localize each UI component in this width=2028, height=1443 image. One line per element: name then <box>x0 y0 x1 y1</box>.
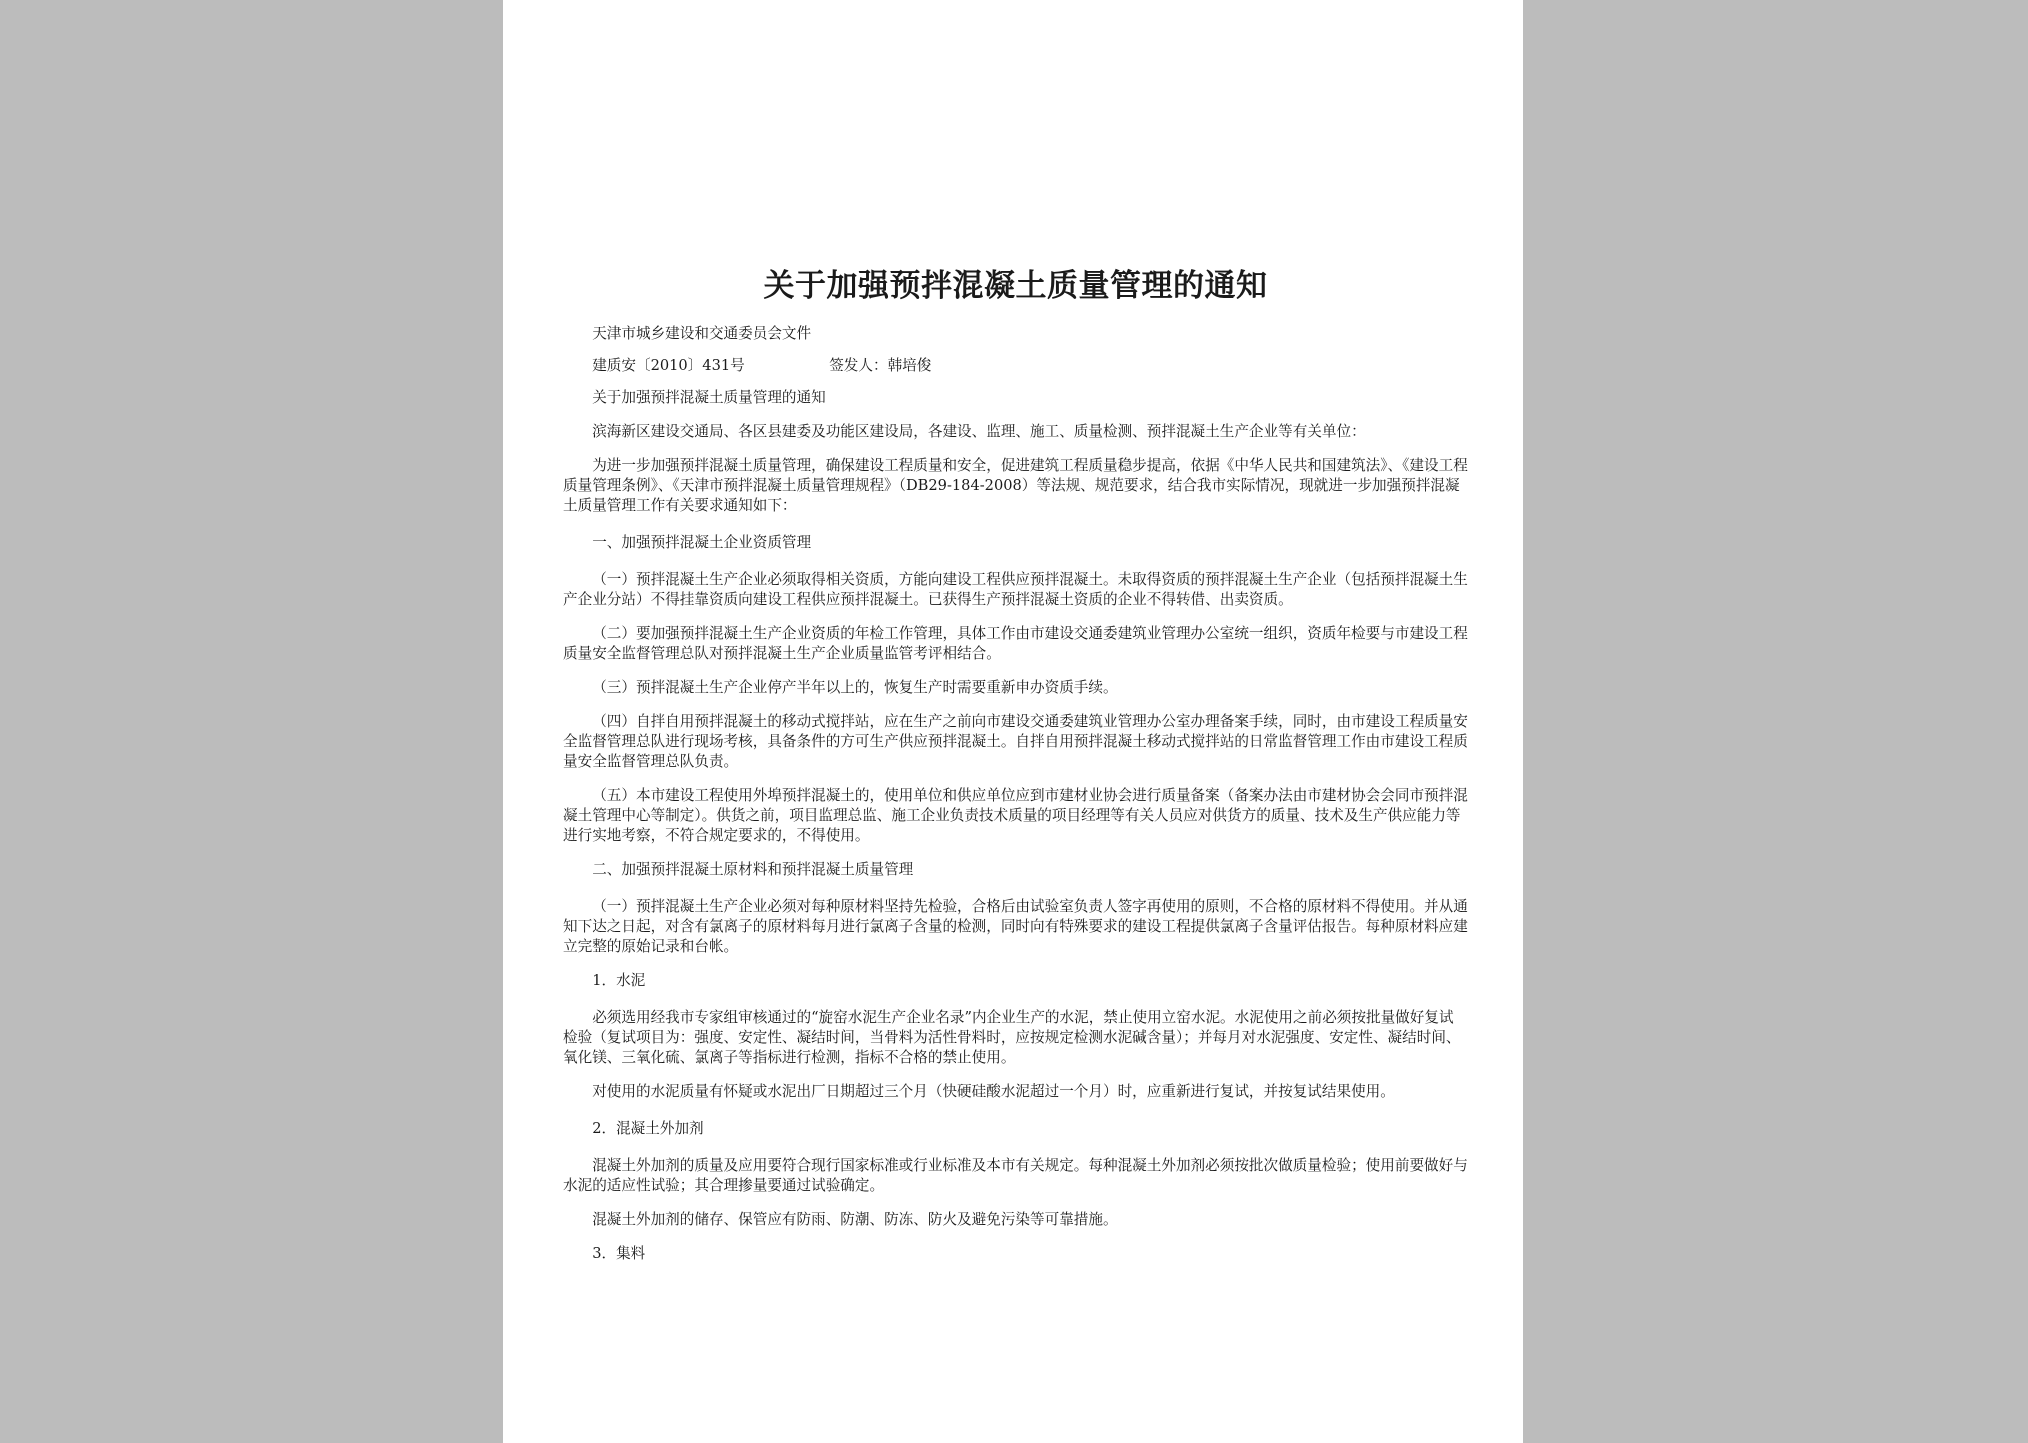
section-2-heading: 二、加强预拌混凝土原材料和预拌混凝土质量管理 <box>592 861 914 878</box>
cement-paragraph-2: 对使用的水泥质量有怀疑或水泥出厂日期超过三个月（快硬硅酸水泥超过一个月）时，应重新进行复试，并按复试结果使用。 <box>592 1083 1395 1100</box>
section-1-item-5: （五）本市建设工程使用外埠预拌混凝土的，使用单位和供应单位应到市建材业协会进行质量备案（备案办法由市建材协会会同市预拌混凝土管理中心等制定）。供货之前，项目监理总监、施工企业负责技术质量的项目经理等有关人员应对供货方的质量、技术及生产供应能力等进行实地考察，不符合规定要求的，不得使用。 <box>563 787 1468 844</box>
admixture-heading: 2．混凝土外加剂 <box>592 1120 704 1137</box>
document-body <box>563 262 1468 1264</box>
section-1-item-2: （二）要加强预拌混凝土生产企业资质的年检工作管理，具体工作由市建设交通委建筑业管理办公室统一组织，资质年检要与市建设工程质量安全监督管理总队对预拌混凝土生产企业质量监管考评相结合。 <box>563 625 1468 662</box>
admixture-paragraph-2: 混凝土外加剂的储存、保管应有防雨、防潮、防冻、防火及避免污染等可靠措施。 <box>592 1211 1118 1228</box>
section-1-item-1: （一）预拌混凝土生产企业必须取得相关资质，方能向建设工程供应预拌混凝土。未取得资质的预拌混凝土生产企业（包括预拌混凝土生产企业分站）不得挂靠资质向建设工程供应预拌混凝土。已获得生产预拌混凝土资质的企业不得转借、出卖资质。 <box>563 571 1468 608</box>
section-2-item-1: （一）预拌混凝土生产企业必须对每种原材料坚持先检验，合格后由试验室负责人签字再使用的原则，不合格的原材料不得使用。并从通知下达之日起，对含有氯离子的原材料每月进行氯离子含量的检测，同时向有特殊要求的建设工程提供氯离子含量评估报告。每种原材料应建立完整的原始记录和台帐。 <box>563 898 1468 955</box>
section-1-heading: 一、加强预拌混凝土企业资质管理 <box>592 534 812 551</box>
doc-number: 建质安〔2010〕431号 <box>592 357 745 374</box>
cement-heading: 1．水泥 <box>592 972 646 989</box>
intro-paragraph: 为进一步加强预拌混凝土质量管理，确保建设工程质量和安全，促进建筑工程质量稳步提高，依据《中华人民共和国建筑法》、《建设工程质量管理条例》、《天津市预拌混凝土质量管理规程》（DB29-184-2008）等法规、规范要求，结合我市实际情况，现就进一步加强预拌混凝土质量管理工作有关要求通知如下： <box>563 457 1468 514</box>
doc-meta-row <box>563 356 1468 376</box>
section-1-item-3: （三）预拌混凝土生产企业停产半年以上的，恢复生产时需要重新申办资质手续。 <box>592 679 1118 696</box>
admixture-paragraph-1: 混凝土外加剂的质量及应用要符合现行国家标准或行业标准及本市有关规定。每种混凝土外加剂必须按批次做质量检验；使用前要做好与水泥的适应性试验；其合理掺量要通过试验确定。 <box>563 1157 1468 1194</box>
issuer-line: 天津市城乡建设和交通委员会文件 <box>592 325 812 342</box>
recipients: 滨海新区建设交通局、各区县建委及功能区建设局，各建设、监理、施工、质量检测、预拌混凝土生产企业等有关单位： <box>592 423 1366 440</box>
signer: 签发人：韩培俊 <box>829 357 932 374</box>
cement-paragraph-1: 必须选用经我市专家组审核通过的“旋窑水泥生产企业名录”内企业生产的水泥，禁止使用立窑水泥。水泥使用之前必须按批量做好复试检验（复试项目为：强度、安定性、凝结时间，当骨料为活性骨料时，应按规定检测水泥碱含量）；并每月对水泥强度、安定性、凝结时间、氧化镁、三氧化硫、氯离子等指标进行检测，指标不合格的禁止使用。 <box>563 1009 1461 1066</box>
section-1-item-4: （四）自拌自用预拌混凝土的移动式搅拌站，应在生产之前向市建设交通委建筑业管理办公室办理备案手续，同时，由市建设工程质量安全监督管理总队进行现场考核，具备条件的方可生产供应预拌混凝土。自拌自用预拌混凝土移动式搅拌站的日常监督管理工作由市建设工程质量安全监督管理总队负责。 <box>563 713 1468 770</box>
document-page <box>503 0 1523 1443</box>
aggregate-heading: 3．集料 <box>592 1245 646 1262</box>
document-title: 关于加强预拌混凝土质量管理的通知 <box>763 268 1268 304</box>
subject-line: 关于加强预拌混凝土质量管理的通知 <box>592 389 826 406</box>
